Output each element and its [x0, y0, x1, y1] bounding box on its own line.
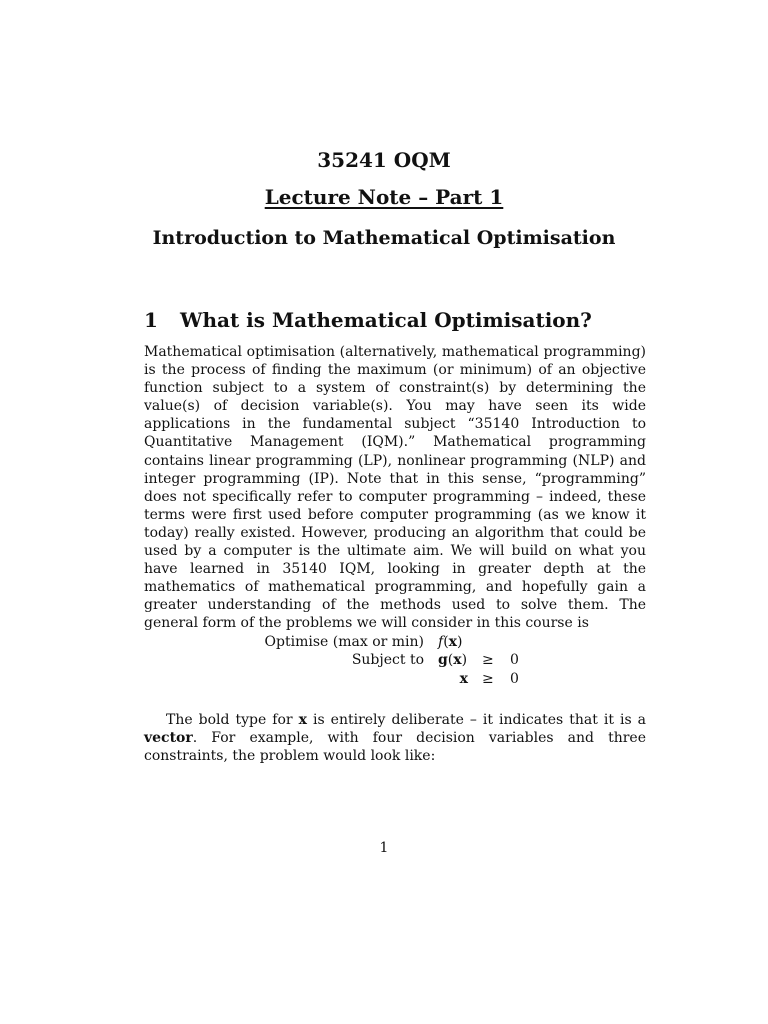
- nonnegativity-var: x: [459, 670, 468, 687]
- para2-text-1: The bold type for: [166, 712, 299, 728]
- problem-formulation: [144, 633, 646, 688]
- paragraph-vector-note: [144, 711, 646, 765]
- para2-bold-x: x: [298, 712, 307, 728]
- constraint2-rhs: 0: [510, 670, 519, 687]
- page-number: 1: [379, 840, 389, 856]
- constraint-paren-open: (: [447, 652, 454, 669]
- constraint1-rhs: 0: [510, 652, 519, 669]
- constraint-function-symbol: g: [438, 652, 448, 669]
- constraint-expression: [438, 651, 467, 669]
- objective-label: Optimise (max or min): [264, 634, 424, 650]
- objective-function-symbol: f: [438, 634, 444, 650]
- objective-row: [144, 633, 646, 651]
- objective-paren-open: (: [443, 634, 449, 650]
- constraint-label: Subject to: [351, 652, 424, 669]
- section-number: 1: [144, 308, 158, 332]
- objective-expression: [438, 633, 462, 651]
- part-title-wrapper: [0, 185, 768, 209]
- paragraph-intro: Mathematical optimisation (alternatively, mathematical programming) is the process of finding the maximum (or minimum) of an objective function subject to a system of constraint(s) by determining the value(s) of decision variable(s). You may have seen its wide applications in the fundamental subject “35140 Introduction to Quantitative Management (IQM).” Mathematical programming contains linear programming (LP), nonlinear programming (NLP) and integer programming (IP). Note that in this sense, “programming” does not specifically refer to computer programming – indeed, these terms were first used before computer programming (as we know it today) really existed. However, producing an algorithm that could be used by a computer is the ultimate aim. We will build on what you have learned in 35140 IQM, looking in greater depth at the mathematics of mathematical programming, and hopefully gain a greater understanding of the methods used to solve them. The general form of the problems we will consider in this course is: [144, 344, 646, 632]
- constraint2-operator: ≥: [482, 670, 494, 687]
- course-title: 35241 OQM: [317, 148, 451, 172]
- objective-vector-x: x: [448, 634, 458, 650]
- para2-text-2: is entirely deliberate – it indicates that it is a: [306, 712, 647, 728]
- para2-text-3: . For example, with four decision variables and three constraints, the problem would look like:: [144, 730, 646, 765]
- constraint-vector-x: x: [453, 652, 462, 669]
- constraint-row-1: [144, 651, 646, 669]
- section-title: What is Mathematical Optimisation?: [180, 308, 592, 332]
- constraint-row-2: [144, 670, 646, 688]
- document-subtitle: Introduction to Mathematical Optimisation: [152, 227, 616, 249]
- para2-bold-vector: vector: [144, 730, 193, 747]
- part-title: Lecture Note – Part 1: [264, 185, 504, 209]
- constraint1-operator: ≥: [482, 652, 494, 669]
- section-heading: [144, 308, 592, 332]
- constraint-paren-close: ): [461, 652, 468, 669]
- objective-paren-close: ): [457, 634, 463, 650]
